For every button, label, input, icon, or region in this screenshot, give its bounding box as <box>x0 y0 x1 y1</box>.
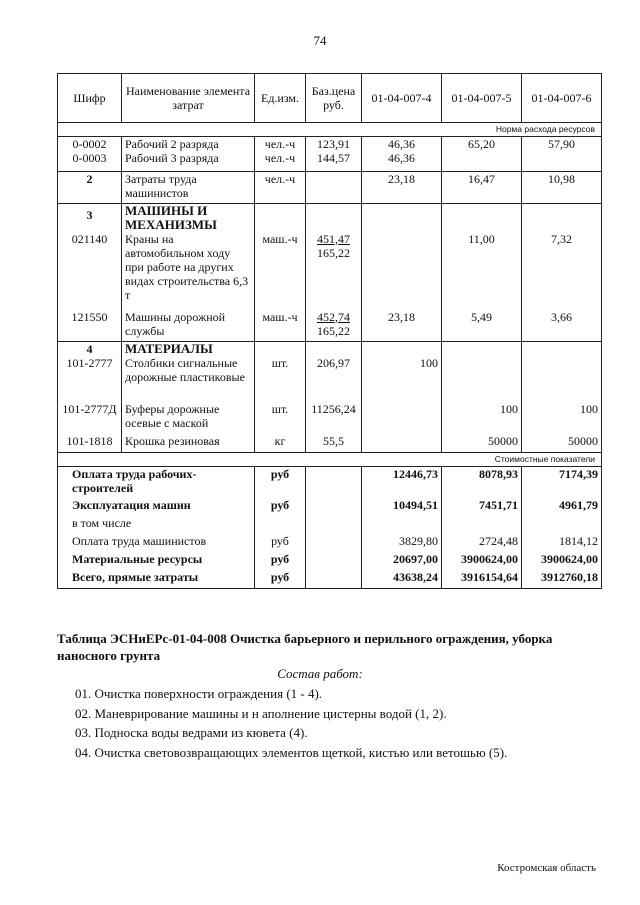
row-code: 101-2777 <box>58 356 122 402</box>
row-unit: чел.-ч <box>255 137 306 152</box>
row-code: 101-2777Д <box>58 402 122 434</box>
total-row <box>58 466 602 498</box>
row-code: 021140 <box>58 232 122 310</box>
total-v3: 1814,12 <box>522 534 602 552</box>
table-header <box>58 74 602 123</box>
total-name: Всего, прямые затраты <box>58 570 255 588</box>
total-v2: 8078,93 <box>442 466 522 498</box>
row-code: 121550 <box>58 310 122 342</box>
total-v2: 7451,71 <box>442 498 522 516</box>
table-row <box>58 402 602 434</box>
total-v1: 10494,51 <box>362 498 442 516</box>
total-unit: руб <box>255 466 306 498</box>
row-v1: 100 <box>362 356 442 402</box>
section-row <box>58 203 602 232</box>
table-row <box>58 171 602 203</box>
total-unit: руб <box>255 498 306 516</box>
row-code: 2 <box>58 171 122 203</box>
row-name: Столбики сигнальные дорожные пластиковые <box>122 356 255 402</box>
row-v1: 46,36 <box>362 151 442 171</box>
total-v3: 4961,79 <box>522 498 602 516</box>
row-unit: маш.-ч <box>255 310 306 342</box>
table-row <box>58 310 602 342</box>
total-v3: 3912760,18 <box>522 570 602 588</box>
row-v2: 5,49 <box>442 310 522 342</box>
total-row <box>58 570 602 588</box>
row-unit: чел.-ч <box>255 171 306 203</box>
row-v2: 50000 <box>442 434 522 452</box>
row-v3: 10,98 <box>522 171 602 203</box>
row-price: 11256,24 <box>306 402 362 434</box>
row-price: 144,57 <box>306 151 362 171</box>
table-row <box>58 151 602 171</box>
row-v3: 100 <box>522 402 602 434</box>
row-name: Затраты труда машинистов <box>122 171 255 203</box>
table-title: Таблица ЭСНиЕРс-01-04-008 Очистка барьерного и перильного ограждения, уборка наносного грунта <box>57 631 553 663</box>
total-v1: 12446,73 <box>362 466 442 498</box>
works-heading: Состав работ: <box>277 666 363 681</box>
row-name: Краны на автомобильном ходу при работе на других видах строительства 6,3 т <box>122 232 255 310</box>
total-v3: 7174,39 <box>522 466 602 498</box>
total-row <box>58 516 602 534</box>
row-price: 55,5 <box>306 434 362 452</box>
section-code: 3 <box>58 203 122 232</box>
total-v2: 3900624,00 <box>442 552 522 570</box>
total-v1: 3829,80 <box>362 534 442 552</box>
header-col3: 01-04-007-6 <box>522 74 602 123</box>
row-v1: 46,36 <box>362 137 442 152</box>
section-row <box>58 342 602 357</box>
row-v2: 16,47 <box>442 171 522 203</box>
header-name: Наименование элемента затрат <box>122 74 255 123</box>
row-price-alt: 165,22 <box>317 245 350 260</box>
total-v3: 3900624,00 <box>522 552 602 570</box>
row-name: Рабочий 2 разряда <box>122 137 255 152</box>
row-v1: 23,18 <box>362 310 442 342</box>
row-price: 206,97 <box>306 356 362 402</box>
table-row <box>58 356 602 402</box>
table-row <box>58 232 602 310</box>
row-v2: 65,20 <box>442 137 522 152</box>
list-item: 03. Подноска воды ведрами из кювета (4). <box>75 725 308 740</box>
total-row <box>58 498 602 516</box>
row-v3: 7,32 <box>522 232 602 310</box>
header-unit: Ед.изм. <box>255 74 306 123</box>
total-name: Оплата труда машинистов <box>58 534 255 552</box>
row-price-alt: 165,22 <box>317 323 350 338</box>
header-price: Баз.цена руб. <box>306 74 362 123</box>
row-price: 451,47 <box>317 231 350 246</box>
section-code: 4 <box>58 342 122 357</box>
row-code: 0-0002 <box>58 137 122 152</box>
total-unit: руб <box>255 570 306 588</box>
row-v1: 23,18 <box>362 171 442 203</box>
total-name: Эксплуатация машин <box>58 498 255 516</box>
works-list <box>75 684 507 762</box>
resource-table <box>57 73 602 589</box>
row-name: Рабочий 3 разряда <box>122 151 255 171</box>
cost-label: Стоимостные показатели <box>58 452 602 466</box>
table-row <box>58 137 602 152</box>
row-unit: кг <box>255 434 306 452</box>
row-v3: 57,90 <box>522 137 602 152</box>
table-row <box>58 434 602 452</box>
total-v2: 2724,48 <box>442 534 522 552</box>
row-v2: 11,00 <box>442 232 522 310</box>
footer-region: Костромская область <box>497 862 596 874</box>
row-name: Буферы дорожные осевые с маской <box>122 402 255 434</box>
section-title: МАШИНЫ И МЕХАНИЗМЫ <box>122 203 255 232</box>
row-v3: 50000 <box>522 434 602 452</box>
list-item: 02. Маневрирование машины и н аполнение цистерны водой (1, 2). <box>75 705 447 721</box>
row-code: 101-1818 <box>58 434 122 452</box>
row-price: 452,74 <box>317 309 350 324</box>
total-v2: 3916154,64 <box>442 570 522 588</box>
total-unit: руб <box>255 534 306 552</box>
norm-label: Норма расхода ресурсов <box>58 123 602 137</box>
row-unit: шт. <box>255 356 306 402</box>
row-code: 0-0003 <box>58 151 122 171</box>
row-unit: шт. <box>255 402 306 434</box>
total-name: Материальные ресурсы <box>58 552 255 570</box>
page-number: 74 <box>313 33 327 48</box>
row-unit: чел.-ч <box>255 151 306 171</box>
row-v3: 3,66 <box>522 310 602 342</box>
header-col2: 01-04-007-5 <box>442 74 522 123</box>
total-name: в том числе <box>58 516 255 534</box>
section-title: МАТЕРИАЛЫ <box>122 342 255 357</box>
list-item: 04. Очистка световозвращающих элементов щеткой, кистью или ветошью (5). <box>75 744 508 760</box>
row-name: Машины дорожной службы <box>122 310 255 342</box>
list-item: 01. Очистка поверхности ограждения (1 - 4). <box>75 686 323 701</box>
row-v2: 100 <box>442 402 522 434</box>
header-code: Шифр <box>58 74 122 123</box>
row-price: 123,91 <box>306 137 362 152</box>
total-v1: 20697,00 <box>362 552 442 570</box>
row-name: Крошка резиновая <box>122 434 255 452</box>
row-unit: маш.-ч <box>255 232 306 310</box>
total-v1: 43638,24 <box>362 570 442 588</box>
header-col1: 01-04-007-4 <box>362 74 442 123</box>
total-name: Оплата труда рабочих-строителей <box>58 466 255 498</box>
total-unit: руб <box>255 552 306 570</box>
total-row <box>58 534 602 552</box>
total-row <box>58 552 602 570</box>
